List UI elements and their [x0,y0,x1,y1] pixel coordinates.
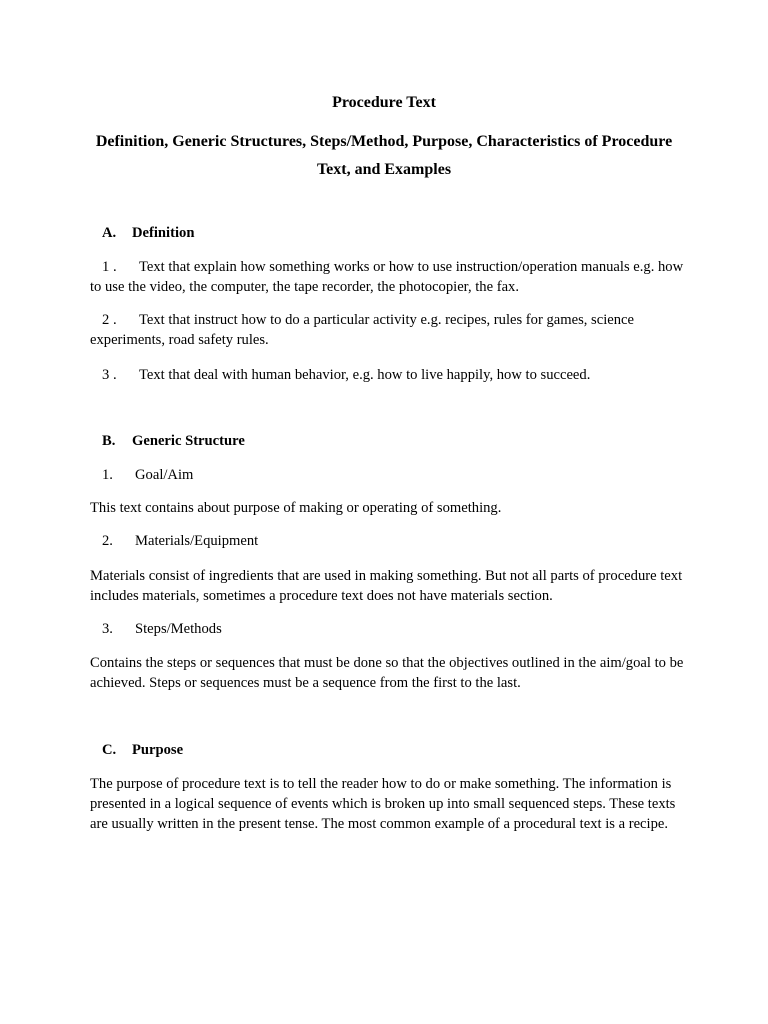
section-letter: B. [102,433,116,449]
item-number: 2. [102,533,113,549]
definition-item [90,310,690,350]
item-label: Materials/Equipment [135,533,259,549]
structure-item-label [102,619,222,639]
section-title: Purpose [132,742,184,758]
structure-item-description: Contains the steps or sequences that must be done so that the objectives outlined in the aim/goal to be achieved. Steps or sequences must be a sequence from the first to the last. [90,655,684,691]
definition-item [90,365,690,385]
item-text: Text that deal with human behavior, e.g. how to live happily, how to succeed. [139,367,591,383]
item-number: 3. [102,621,113,637]
document-title: Procedure Text [332,94,436,111]
section-title: Definition [132,225,195,241]
item-text: Text that instruct how to do a particular activity e.g. recipes, rules for games, science experiments, road safety rules. [90,312,634,348]
item-number: 3 . [102,367,117,383]
structure-item-description: Materials consist of ingredients that are used in making something. But not all parts of procedure text includes materials, sometimes a procedure text does not have materials section. [90,568,683,604]
section-letter: A. [102,225,117,241]
section-heading-generic-structure [102,431,245,451]
item-label: Steps/Methods [135,621,222,637]
item-label: Goal/Aim [135,467,194,483]
structure-item-description: This text contains about purpose of making or operating of something. [90,500,502,516]
item-number: 1. [102,467,113,483]
item-text: Text that explain how something works or how to use instruction/operation manuals e.g. how to use the video, the computer, the tape recorder, the photocopier, the fax. [90,259,684,295]
definition-item [90,257,690,297]
section-heading-definition [102,223,194,243]
item-number: 2 . [102,312,117,328]
document-subtitle: Definition, Generic Structures, Steps/Method, Purpose, Characteristics of Procedure Text, and Examples [95,133,673,178]
structure-item-label [102,465,193,485]
structure-item-label [102,531,258,551]
purpose-paragraph: The purpose of procedure text is to tell the reader how to do or make something. The information is presented in a logical sequence of events which is broken up into small sequenced steps. These texts are usually written in the present tense. The most common example of a procedural text is a recipe. [90,776,676,832]
section-letter: C. [102,742,117,758]
item-number: 1 . [102,259,117,275]
section-heading-purpose [102,740,183,760]
section-title: Generic Structure [132,433,245,449]
